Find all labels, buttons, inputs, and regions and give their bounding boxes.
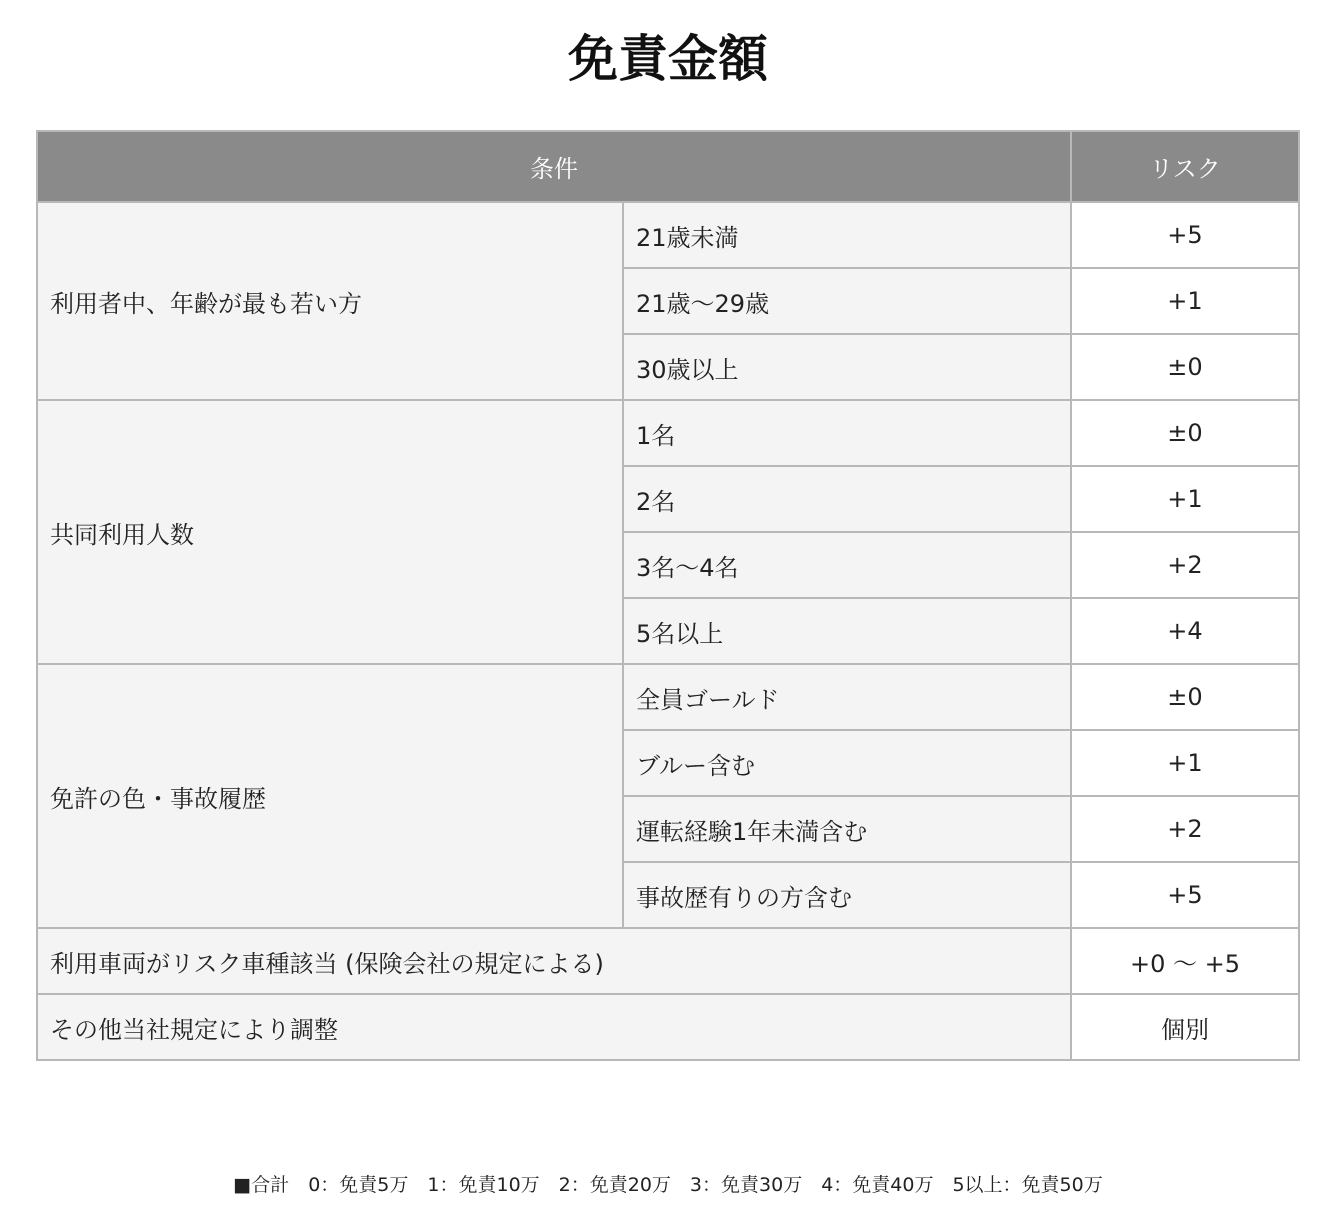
group-label-users: 共同利用人数	[37, 400, 623, 664]
group-label-license: 免許の色・事故履歴	[37, 664, 623, 928]
header-risk: リスク	[1071, 131, 1299, 202]
condition-cell: 運転経験1年未満含む	[623, 796, 1071, 862]
risk-cell: +0 〜 +5	[1071, 928, 1299, 994]
table-row	[37, 664, 1299, 730]
table-row	[37, 928, 1299, 994]
condition-cell: 事故歴有りの方含む	[623, 862, 1071, 928]
condition-cell: 30歳以上	[623, 334, 1071, 400]
risk-cell: +2	[1071, 796, 1299, 862]
group-label-age: 利用者中、年齢が最も若い方	[37, 202, 623, 400]
risk-cell: +1	[1071, 466, 1299, 532]
risk-cell: ±0	[1071, 400, 1299, 466]
risk-cell: +1	[1071, 730, 1299, 796]
risk-table	[36, 130, 1300, 1061]
header-condition: 条件	[37, 131, 1071, 202]
table-header-row	[37, 131, 1299, 202]
risk-cell: +2	[1071, 532, 1299, 598]
condition-cell: ブルー含む	[623, 730, 1071, 796]
table-row	[37, 994, 1299, 1060]
condition-cell: 5名以上	[623, 598, 1071, 664]
risk-cell: +1	[1071, 268, 1299, 334]
condition-cell: 2名	[623, 466, 1071, 532]
risk-cell: ±0	[1071, 334, 1299, 400]
risk-cell: +5	[1071, 862, 1299, 928]
condition-cell: 3名〜4名	[623, 532, 1071, 598]
table-row	[37, 400, 1299, 466]
table-row	[37, 202, 1299, 268]
condition-cell-vehicle: 利用車両がリスク車種該当 (保険会社の規定による)	[37, 928, 1071, 994]
risk-cell: +5	[1071, 202, 1299, 268]
condition-cell: 全員ゴールド	[623, 664, 1071, 730]
condition-cell: 1名	[623, 400, 1071, 466]
risk-cell: ±0	[1071, 664, 1299, 730]
condition-cell: 21歳未満	[623, 202, 1071, 268]
risk-cell: 個別	[1071, 994, 1299, 1060]
condition-cell-other: その他当社規定により調整	[37, 994, 1071, 1060]
footnote-total: ■合計 0：免責5万 1：免責10万 2：免責20万 3：免責30万 4：免責40万 5以上：免責50万	[233, 1174, 1103, 1196]
page-title: 免責金額	[568, 30, 768, 88]
risk-cell: +4	[1071, 598, 1299, 664]
condition-cell: 21歳〜29歳	[623, 268, 1071, 334]
